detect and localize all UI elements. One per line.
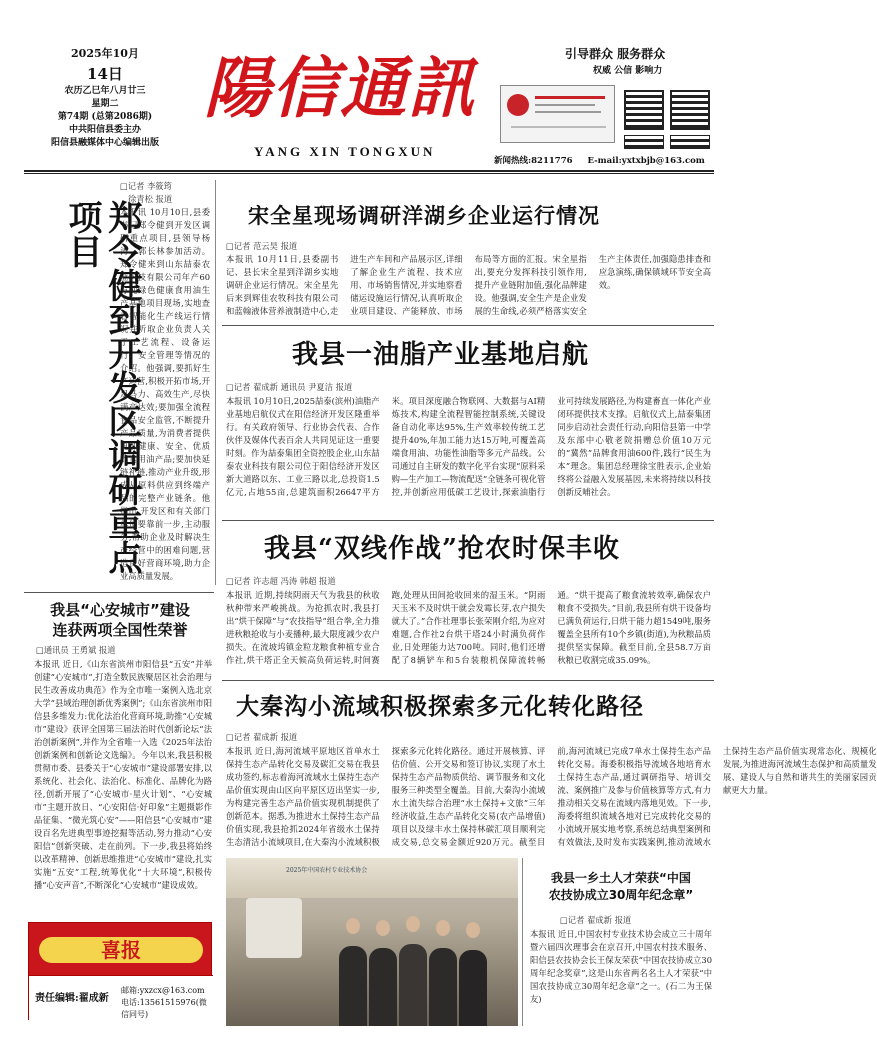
organizer: 中共阳信县委主办 [68,124,141,135]
section-rule [222,325,714,326]
ad-contact [121,985,211,1021]
qr-code-icon [624,90,664,130]
left-mid-headline-line1: 我县“心安城市”建设 [50,601,190,619]
hotline: 新闻热线:8211776 [494,156,573,166]
qr-code-icon [670,135,710,149]
a2-body: 本报讯 10月10日,2025喆泰(滨州)油脂产业基地启航仪式在阳信经济开发区隆重举行。有关政府领导、行业协会代表、合作伙伴及媒体代表百余人共同见证这一重要时刻。作为喆泰集团全资控股企业,山东喆泰农业科技有限公司位于阳信经济开发区新大道路以东、工业三路以北,总投资1.5亿元,占地55亩,总建筑面积26647平方米。项目深度融合物联网、大数据与AI精炼技术,构建全流程智能控制系统,关键设备自动化率达95%,生产效率较传统工艺提升40%,年加工能力达15万吨,可覆盖高端食用油、功能性油脂等多元产品线。公司通过自主研发的数字化平台实现“原料采购—生产加工—物流配送”全链条可视化管控,并创新应用低碳工艺设计,探索油脂行业可持续发展路径,为构建畜直一体化产业闭环提供技术支撑。启航仪式上,喆泰集团同步启动社会责任行动,向阳信县第一中学及东部中心敬老院捐赠总价值10万元的“冀然”品牌食用油600件,践行“民生为本”理念。集团总经理徐宝胜表示,企业始终将公益融入发展基因,未来将持续以科技创新反哺社会。 [226,396,711,497]
day-number: 14 [87,64,108,83]
certificate-image [500,85,615,143]
a2-headline: 我县一油脂产业基地启航 [292,340,590,370]
section-rule [222,680,714,681]
phone-label: 电话: [121,998,140,1007]
a4-body: 本报讯 近日,海河流域平原地区首单水土保持生态产品转化交易及碳汇交易在我县成功签约,标志着海河流域水土保持生态产品价值实现由山区向平原区迈出坚实一步,为构建完善生态产品价值实现机制提供了创新范本。据悉,为推进水土保持生态产品价值实现,我县抢抓2024年省级水土保持生态清洁小流域项目,在大秦沟小流域积极探索多元化转化路径。通过开展核算、评估价值、公开交易和签订协议,实现了水土保持生态产品物质供给、调节服务和文化服务三种类型全覆盖。目前,大秦沟小流域水土流失综合治理“水土保持+文旅”三年经济收益,生态产品转化交易(农产品增值)项目以及绿丰水土保持林碳汇项目顺利完成交易,总交易金额近920万元。截至目前,海河流域已完成7单水土保持生态产品转化交易。海委积极指导流域各地培育水土保持生态产品,通过调研指导、培训交流、案例推广及参与价值核算等方式,有力推动相关交易在流域内落地见效。下一步,海委将组织流域各地对已完成转化交易的小流域开展实地考察,系统总结典型案例和有效做法,及时发布实践案例,推动流域水土保持生态产品价值实现常态化、规模化发展,为推进海河流域生态保护和高质量发展、建设人与自然和谐共生的美丽家园贡献更大力量。 [226,746,877,847]
slogan: 引导群众 服务群众 [565,47,666,61]
ad-phone: 13561515976(微信同号) [121,998,207,1019]
a5-body: 本报讯 近日,中国农村专业技术协会成立三十周年暨六届四次理事会在京召开,中国农村技术服务、阳信县农技协会长王保友荣获“中国农技协成立30周年纪念奖章”,这是山东省两名名土人才荣获“中国农技协成立30周年纪念章”之一。(石二为王保友) [530,929,712,1004]
slogan-block [565,45,710,79]
ad-label: 喜报 [101,938,141,962]
left-mid-headline [30,600,210,640]
a5-byline: □记者 翟成新 报道 [560,915,632,925]
newspaper-title: 陽信通訊 [204,49,476,127]
ad-editor: 责任编辑:翟成新 [35,993,109,1004]
a1-headline: 宋全星现场调研洋湖乡企业运行情况 [248,203,600,228]
congrats-ad [28,922,212,1020]
emblem-icon [507,94,529,116]
a5-headline-line1: 我县一乡土人才荣获“中国 [551,871,691,885]
slogan-2: 权威 公信 影响力 [593,66,663,76]
weekday: 星期二 [91,98,119,109]
date-line: 2025年10月 [71,47,139,60]
a5-headline-line2: 农技协成立30周年纪念章” [548,888,694,902]
byline-reporter-2: 徐青松 报道 [128,194,173,204]
mail-label: 邮箱: [121,986,140,995]
masthead-rule [24,170,714,172]
left-mid-headline-line2: 连获两项全国性荣誉 [52,621,188,639]
section-rule [24,592,214,593]
a4-headline: 大秦沟小流域积极探索多元化转化路径 [236,693,644,720]
publisher: 阳信县融媒体中心编辑出版 [50,137,159,148]
left-lead-body: 本报讯 10月10日,县委书记郑令健到开发区调研重点项目,县领导杨涛、郭长林参加活动。郑令健来到山东喆泰农业科技有限公司年产60万吨绿色健康食用油生产基地项目现场,实地查看智能化生产线运行情况并听取企业负责人关于工艺流程、设备运行、安全管理等情况的介绍。他强调,要抓好生产运营,积极开拓市场,开足马力、高效生产,尽快满产达效;要加强全流程食品安全监管,不断提升产品质量,为消费者提供更加健康、安全、优质的食用油产品;要加快延链补链,推动产业升级,形成从原料供应到终端产品的完整产业链条。他指出,开发区和有关部门单位要靠前一步,主动服务,帮助企业及时解决生产经营中的困难问题,营造良好营商环境,助力企业高质量发展。 [120,207,210,581]
day-suffix: 日 [107,64,123,83]
a4-byline: □记者 翟成新 报道 [226,732,298,742]
qr-code-icon [670,90,710,130]
a1-body: 本报讯 10月11日,县委副书记、县长宋全星到洋湖乡实地调研企业运行情况。宋全星先后来到辉佳农牧科技有限公司和蓝翰液体营养液制造中心,走进生产车间和产品展示区,详细了解企业生产流程、技术应用、市场销售情况,并实地察看储运设施运行情况,认真听取企业项目建设、产能释放、市场布局等方面的汇报。宋全星指出,要充分发挥科技引领作用,提升产业链附加值,强化品牌建设。他强调,安全生产是企业发展的生命线,必须严格落实安全生产主体责任,加强隐患排查和应急演练,确保镇域环节安全高效。 [226,254,711,316]
lunar-date: 农历乙巳年八月廿三 [64,85,146,96]
issue-number: 第74期 (总第2086期) [57,111,153,122]
qr-code-icon [624,135,664,149]
contact-line [494,155,705,168]
news-photo [226,858,518,1026]
a3-body: 本报讯 近期,持续阴雨天气为我县的秋收秋种带来严峻挑战。为抢抓农时,我县打出“烘干保障”与“农技指导”组合拳,全力推进秋粮抢收与小麦播种,最大限度减少农户损失。在流坡坞镇金粒龙粮食种植专业合作社,烘干塔正全天候高负荷运转,时间赛跑,处理从田间抢收回来的湿玉米。“阴雨天玉米不及时烘干就会发霉长芽,农户损失就大了。”合作社理事长张荣刚介绍,为应对难题,合作社2台烘干塔24小时满负荷作业,日处理能力达700吨。同时,他们还增配了8辆铲车和5台装粮机保障流转畅通。“烘干提高了粮食流转效率,确保农户粮食不受损失。”目前,我县所有烘干设备均已满负荷运行,日烘干能力超1549吨,服务覆盖全县所有10个乡镇(街道),为秋粮品质提供坚实保障。截至目前,全县58.7万亩秋粮已收割完成35.09%。 [226,590,711,665]
column-divider [522,858,523,1026]
left-mid-body: 本报讯 近日,《山东省滨州市阳信县“五安”并举创建“心安城市”,打造全数民族聚居区社会治理与民生改善成功典范》作为全市唯一案例入选北京大学“县域治理创新优秀案例”;《山东省滨州市阳信县多维发力:优化法治化营商环境,助推“心安城市”建设》获评全国第三届法治时代创新论坛“法治创新案例”,并作为全省唯一入选《2025年法治创新案例和创新论文选编》。今年以来,我县积极贯彻市委、县委关于“心安城市”建设部署安排,以系统化、社会化、法治化、标准化、品牌化为路径,创新开展了“心安城市·星火计划”、“心安城市”主题开放日、“心安阳信·好印象”主题摄影作品征集、“微光筑心安”——阳信县“心安城市”建设百名先进典型事迹挖掘等活动,努力推动“心安阳信”创新突破、走在前列。下一步,我县将始终以改革精神、创新思维推进“心安城市”建设,扎实实施“五安”工程,统筹优化“十大环境”,积极传播“心安声音”,不断深化“心安城市”建设成效。 [34,659,212,890]
a5-headline [528,870,714,904]
byline-reporter: □记者 李筱筠 [120,181,172,191]
email: E-mail:yxtxbjb@163.com [587,156,705,166]
masthead-logo [204,38,494,159]
date-block [30,46,180,150]
left-lead-headline: 郑令健到开发区调研重点项目 [62,200,142,574]
section-rule [222,520,714,521]
photo-banner: 2025年中国农村专业技术协会 [286,867,368,874]
column-divider [215,180,216,585]
a3-byline: □记者 许志超 冯涛 韩超 报道 [226,576,336,586]
left-lead-byline [120,180,210,206]
ad-mail: yxzcx@163.com [139,986,205,995]
left-mid-byline: □通讯员 王勇斌 报道 [36,645,116,655]
a2-byline: □记者 翟成新 通讯员 尹夏洁 报道 [226,382,353,392]
a3-headline: 我县“双线作战”抢农时保丰收 [264,534,620,564]
masthead-rule [24,173,714,174]
newspaper-pinyin: YANG XIN TONGXUN [254,144,436,159]
a1-byline: □记者 范云昊 报道 [226,241,298,251]
